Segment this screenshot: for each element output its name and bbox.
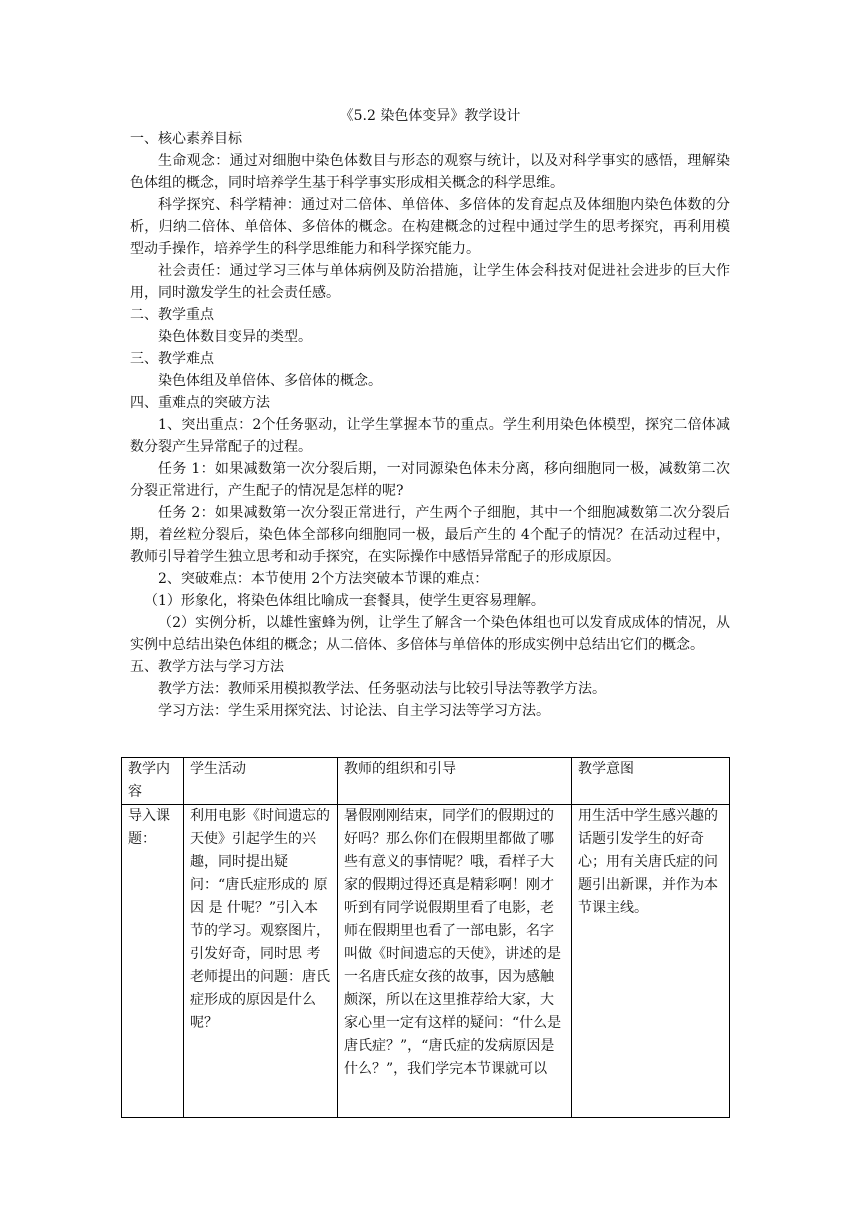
paragraph-method-1: （1）形象化，将染色体组比喻成一套餐具，使学生更容易理解。 (144, 593, 545, 609)
table-header-row (122, 758, 730, 805)
section-heading-4: 四、重难点的突破方法 (130, 395, 270, 411)
paragraph-social-responsibility: 社会责任：通过学习三体与单体病例及防治措施，让学生体会科技对促进社会进步的巨大作用，同时激发学生的社会责任感。 (130, 263, 730, 301)
paragraph-break-difficulty: 2、突破难点：本节使用 2个方法突破本节课的难点： (158, 571, 489, 587)
lesson-table (121, 757, 730, 1118)
table-header-cell: 教师的组织和引导 (338, 758, 572, 805)
paragraph-method-2: （2）实例分析，以雄性蜜蜂为例，让学生了解含一个染色体组也可以发育成成体的情况，从实例中总结出染色体组的概念；从二倍体、多倍体与单倍体的形成实例中总结出它们的概念。 (130, 615, 730, 653)
paragraph-task-2: 任务 2：如果减数第一次分裂正常进行，产生两个子细胞，其中一个细胞减数第二次分裂后期，着丝粒分裂后，染色体全部移向细胞同一极，最后产生的 4个配子的情况？在活动过程中，教师引导着学生独立思考和动手探究，在实际操作中感悟异常配子的形成原因。 (130, 505, 730, 565)
section-heading-1: 一、核心素养目标 (130, 131, 242, 147)
table-cell-intent: 用生活中学生感兴趣的话题引发学生的好奇心；用有关唐氏症的问题引出新课，并作为本节课主线。 (572, 805, 730, 1118)
paragraph-teaching-method: 教学方法：教师采用模拟教学法、任务驱动法与比较引导法等教学方法。 (158, 681, 606, 697)
paragraph-learning-method: 学习方法：学生采用探究法、讨论法、自主学习法等学习方法。 (158, 703, 550, 719)
paragraph-life-concept: 生命观念：通过对细胞中染色体数目与形态的观察与统计，以及对科学事实的感悟，理解染色体组的概念，同时培养学生基于科学事实形成相关概念的科学思维。 (130, 153, 730, 191)
section-heading-3: 三、教学难点 (130, 351, 214, 367)
section-heading-2: 二、教学重点 (130, 307, 214, 323)
table-row (122, 805, 730, 1118)
paragraph-scientific-inquiry: 科学探究、科学精神：通过对二倍体、单倍体、多倍体的发育起点及体细胞内染色体数的分析，归纳二倍体、单倍体、多倍体的概念。在构建概念的过程中通过学生的思考探究，再利用模型动手操作，培养学生的科学思维能力和科学探究能力。 (130, 197, 730, 257)
table-cell-teacher-guidance: 暑假刚刚结束，同学们的假期过的好吗？那么你们在假期里都做了哪些有意义的事情呢？哦，看样子大家的假期过得还真是精彩啊！刚才听到有同学说假期里看了电影，老师在假期里也看了一部电影，名字叫做《时间遗忘的天使》，讲述的是一名唐氏症女孩的故事，因为感触颇深，所以在这里推荐给大家，大家心里一定有这样的疑问：“什么是唐氏症？”，“唐氏症的发病原因是什么？”，我们学完本节课就可以 (338, 805, 572, 1118)
table-header-cell: 教学意图 (572, 758, 730, 805)
table-cell-student-activity: 利用电影《时间遗忘的天使》引起学生的兴趣，同时提出疑问：“唐氏症形成的 原 因 是 什呢？”引入本节的学习。观察图片，引发好奇，同时思 考 老师提出的问题：唐氏症形成的原因是什么呢？ (184, 805, 338, 1118)
table-header-cell: 学生活动 (184, 758, 338, 805)
table-cell-content: 导入课题： (122, 805, 184, 1118)
section-heading-5: 五、教学方法与学习方法 (130, 659, 284, 675)
paragraph-difficulty: 染色体组及单倍体、多倍体的概念。 (158, 373, 382, 389)
paragraph-task-1: 任务 1：如果减数第一次分裂后期，一对同源染色体未分离，移向细胞同一极，减数第二次分裂正常进行，产生配子的情况是怎样的呢? (130, 461, 730, 499)
table-header-cell: 教学内容 (122, 758, 184, 805)
paragraph-highlight-key: 1、突出重点：2个任务驱动，让学生掌握本节的重点。学生利用染色体模型，探究二倍体减数分裂产生异常配子的过程。 (130, 417, 730, 455)
document-title: 《5.2 染色体变异》教学设计 (339, 108, 521, 124)
document-body (130, 128, 730, 722)
paragraph-key-point: 染色体数目变异的类型。 (158, 329, 312, 345)
